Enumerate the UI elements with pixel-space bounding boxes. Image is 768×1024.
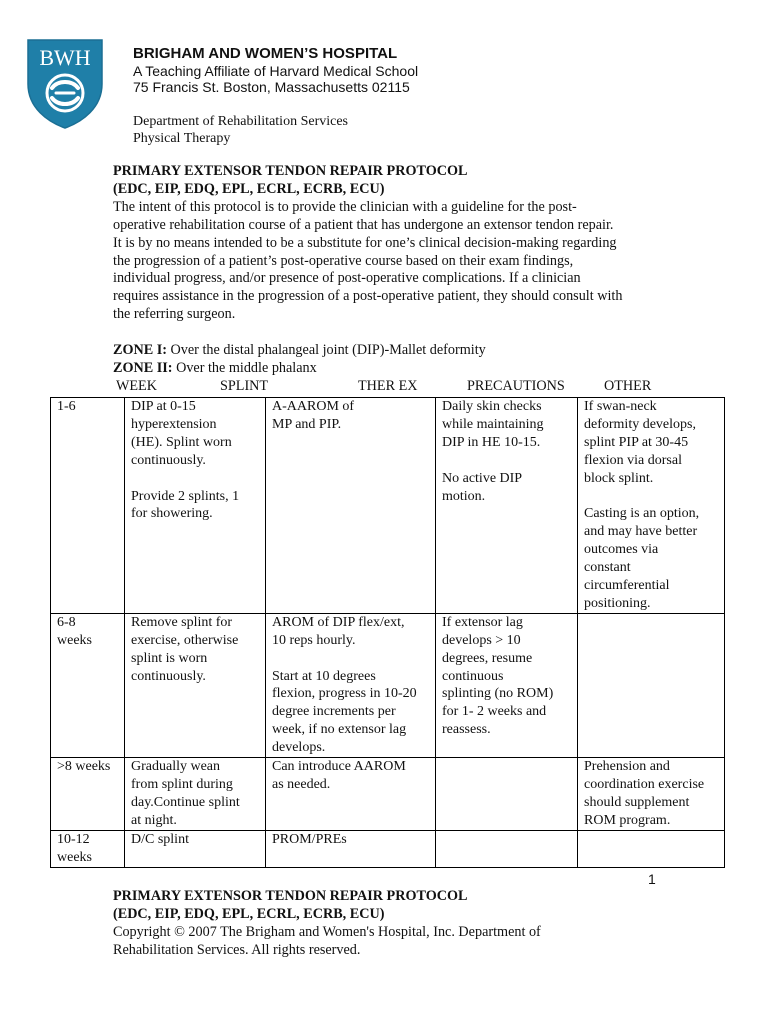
table-cell-therex <box>266 398 436 614</box>
cell-line: flexion, progress in 10-20 <box>272 686 417 702</box>
hospital-affiliation: A Teaching Affiliate of Harvard Medical School <box>133 63 419 79</box>
table-cell-splint <box>125 613 266 757</box>
page-number: 1 <box>648 871 656 887</box>
cell-line: splint is worn <box>131 650 208 666</box>
cell-line: while maintaining <box>442 416 544 432</box>
cell-line: 10-12 <box>57 831 90 847</box>
table-cell-week <box>51 830 125 867</box>
cell-line: Gradually wean <box>131 759 221 775</box>
table-cell-therex <box>266 758 436 831</box>
protocol-table <box>50 397 725 868</box>
footer-copyright-2: Rehabilitation Services. All rights reserved. <box>113 941 361 958</box>
cell-line: continuously. <box>131 452 206 468</box>
table-cell-precautions <box>436 830 578 867</box>
cell-line: motion. <box>442 488 486 504</box>
zone-1-text: Over the distal phalangeal joint (DIP)-Mallet deformity <box>167 342 486 358</box>
table-cell-week <box>51 613 125 757</box>
cell-line: splint PIP at 30-45 <box>584 434 689 450</box>
cell-line: from splint during <box>131 777 233 792</box>
cell-line: Provide 2 splints, 1 <box>131 488 240 504</box>
cell-line: deformity develops, <box>584 416 696 432</box>
intro-line: individual progress, and/or presence of post-operative complications. If a clinician <box>113 270 581 287</box>
cell-line: AROM of DIP flex/ext, <box>272 614 405 630</box>
cell-line <box>584 488 720 506</box>
zone-2 <box>113 360 486 378</box>
column-header-other: OTHER <box>604 378 652 394</box>
cell-line: hyperextension <box>131 416 217 432</box>
cell-line: (HE). Splint worn <box>131 434 232 450</box>
cell-line: Daily skin checks <box>442 399 542 414</box>
protocol-title: PRIMARY EXTENSOR TENDON REPAIR PROTOCOL <box>113 163 468 179</box>
protocol-subtitle: (EDC, EIP, EDQ, EPL, ECRL, ECRB, ECU) <box>113 180 385 197</box>
column-header-week: WEEK <box>116 378 157 394</box>
hospital-name: BRIGHAM AND WOMEN’S HOSPITAL <box>133 45 398 62</box>
cell-line: Prehension and <box>584 759 670 775</box>
cell-line: Can introduce AAROM <box>272 759 406 775</box>
intro-line: It is by no means intended to be a substitute for one’s clinical decision-making regarding <box>113 234 617 251</box>
bwh-shield-icon <box>26 38 104 130</box>
cell-line: splinting (no ROM) <box>442 686 554 702</box>
cell-line: weeks <box>57 632 92 648</box>
cell-line: should supplement <box>584 794 690 810</box>
table-cell-other <box>578 830 725 867</box>
zone-2-text: Over the middle phalanx <box>172 359 317 376</box>
footer-title: PRIMARY EXTENSOR TENDON REPAIR PROTOCOL <box>113 888 468 904</box>
table-cell-splint <box>125 758 266 831</box>
cell-line: coordination exercise <box>584 777 705 792</box>
zone-1 <box>113 342 486 360</box>
table-cell-splint <box>125 830 266 867</box>
footer-copyright-1: Copyright © 2007 The Brigham and Women's Hospital, Inc. Department of <box>113 923 541 940</box>
cell-line: circumferential <box>584 578 670 594</box>
table-cell-splint <box>125 398 266 614</box>
table-cell-other <box>578 758 725 831</box>
table-cell-therex <box>266 613 436 757</box>
cell-line: Start at 10 degrees <box>272 668 376 684</box>
table-cell-precautions <box>436 398 578 614</box>
cell-line: develops > 10 <box>442 632 521 648</box>
cell-line <box>131 470 261 488</box>
cell-line: outcomes via <box>584 542 659 558</box>
cell-line: weeks <box>57 849 92 865</box>
table-cell-other <box>578 398 725 614</box>
cell-line: 1-6 <box>57 399 76 414</box>
table-cell-precautions <box>436 758 578 831</box>
cell-line: A-AAROM of <box>272 399 355 414</box>
cell-line: degree increments per <box>272 704 396 720</box>
cell-line: MP and PIP. <box>272 416 342 432</box>
cell-line: Remove splint for <box>131 614 233 630</box>
table-row <box>51 830 725 867</box>
hospital-address: 75 Francis St. Boston, Massachusetts 02115 <box>133 79 410 95</box>
cell-line: at night. <box>131 812 177 828</box>
cell-line: If swan-neck <box>584 399 657 414</box>
cell-line: day.Continue splint <box>131 794 240 810</box>
cell-line: continuously. <box>131 668 206 684</box>
cell-line: reassess. <box>442 722 491 738</box>
table-cell-other <box>578 613 725 757</box>
table-cell-week <box>51 758 125 831</box>
intro-line: the progression of a patient’s post-operative course based on their exam findings, <box>113 252 574 269</box>
intro-line: the referring surgeon. <box>113 306 236 323</box>
department-block <box>133 113 348 147</box>
cell-line: 10 reps hourly. <box>272 632 356 648</box>
cell-line: positioning. <box>584 595 651 611</box>
bwh-logo <box>26 38 104 130</box>
table-cell-precautions <box>436 613 578 757</box>
intro-paragraph <box>113 199 673 324</box>
column-header-therex: THER EX <box>358 378 418 394</box>
intro-line: operative rehabilitation course of a patient that has undergone an extensor tendon repair. <box>113 216 614 233</box>
cell-line: No active DIP <box>442 470 523 486</box>
cell-line: DIP in HE 10-15. <box>442 434 541 450</box>
protocol-intro <box>113 163 673 324</box>
cell-line <box>272 650 431 668</box>
column-header-splint: SPLINT <box>220 378 269 394</box>
cell-line: and may have better <box>584 524 698 540</box>
cell-line: for 1- 2 weeks and <box>442 704 547 720</box>
table-cell-therex <box>266 830 436 867</box>
hospital-header <box>133 44 733 95</box>
zone-1-label: ZONE I: <box>113 342 167 358</box>
intro-line: The intent of this protocol is to provide the clinician with a guideline for the post- <box>113 198 577 215</box>
cell-line: as needed. <box>272 777 331 792</box>
cell-line: block splint. <box>584 470 654 486</box>
footer-subtitle: (EDC, EIP, EDQ, EPL, ECRL, ECRB, ECU) <box>113 905 385 922</box>
cell-line: degrees, resume <box>442 650 533 666</box>
table-row <box>51 613 725 757</box>
cell-line: D/C splint <box>131 831 189 847</box>
subdepartment-name: Physical Therapy <box>133 131 231 146</box>
department-name: Department of Rehabilitation Services <box>133 114 348 129</box>
table-row <box>51 758 725 831</box>
footer <box>113 888 673 960</box>
cell-line: 6-8 <box>57 614 76 630</box>
intro-line: requires assistance in the progression of a post-operative patient, they should consult with <box>113 288 623 305</box>
table-row <box>51 398 725 614</box>
cell-line: flexion via dorsal <box>584 452 682 468</box>
cell-line: exercise, otherwise <box>131 632 239 648</box>
cell-line: continuous <box>442 668 504 684</box>
column-header-precautions: PRECAUTIONS <box>467 378 565 394</box>
zone-2-label: ZONE II: <box>113 359 173 376</box>
cell-line: develops. <box>272 740 326 756</box>
cell-line: If extensor lag <box>442 614 523 630</box>
table-cell-week <box>51 398 125 614</box>
cell-line <box>442 452 573 470</box>
cell-line: DIP at 0-15 <box>131 399 196 414</box>
cell-line: Casting is an option, <box>584 506 700 522</box>
cell-line: week, if no extensor lag <box>272 722 407 738</box>
cell-line: for showering. <box>131 506 213 522</box>
logo-text: BWH <box>39 45 91 70</box>
zones-block <box>113 342 486 378</box>
cell-line: ROM program. <box>584 812 671 828</box>
cell-line: constant <box>584 560 631 576</box>
cell-line: >8 weeks <box>57 759 111 775</box>
cell-line: PROM/PREs <box>272 831 347 847</box>
